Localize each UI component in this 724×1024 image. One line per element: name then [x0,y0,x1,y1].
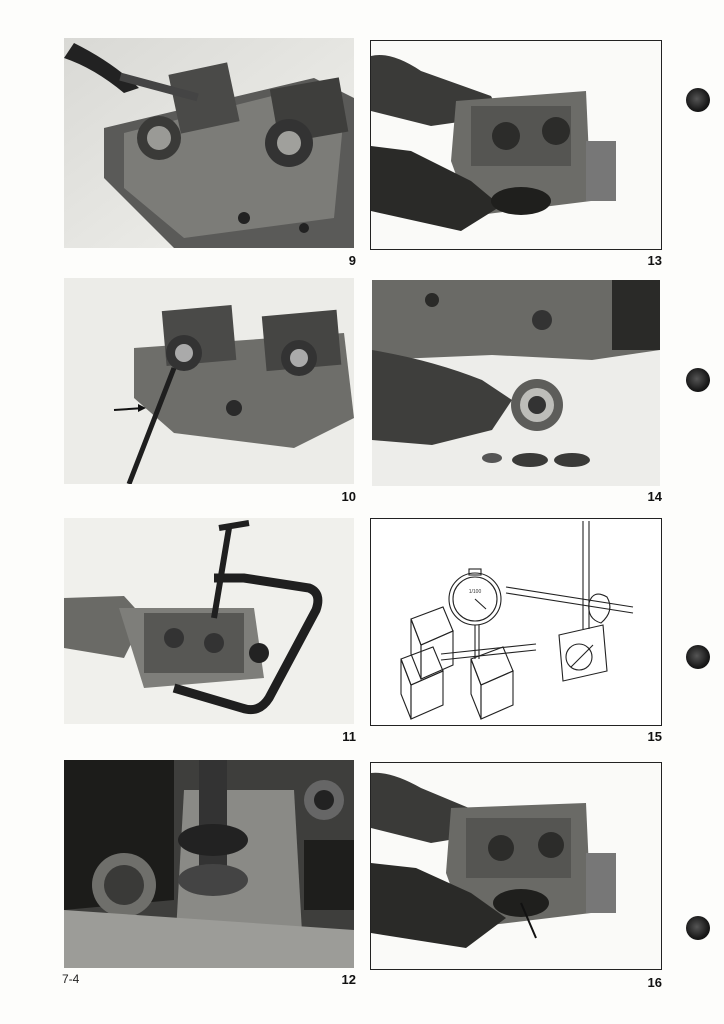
section-tab-marker [686,645,710,669]
figure-12-number: 12 [341,972,356,987]
figure-9-number: 9 [348,253,356,268]
section-tab-marker [686,88,710,112]
figure-9-photo [64,38,354,248]
figure-16-number: 16 [647,975,662,990]
figure-15-drawing [370,518,662,726]
figure-11-photo [64,518,354,724]
section-tab-marker [686,916,710,940]
dial-gauge-label: 1/100 [468,589,482,595]
figure-13-number: 13 [647,253,662,268]
figure-14-number: 14 [647,489,662,504]
figure-14-photo [372,280,660,486]
figure-15-number: 15 [647,729,662,744]
figure-12-photo [64,760,354,968]
figure-13-photo [370,40,662,250]
figure-10-photo [64,278,354,484]
section-tab-marker [686,368,710,392]
figure-10-number: 10 [341,489,356,504]
page-folio: 7-4 [62,972,80,986]
figure-16-photo [370,762,662,970]
figure-11-number: 11 [342,729,356,744]
